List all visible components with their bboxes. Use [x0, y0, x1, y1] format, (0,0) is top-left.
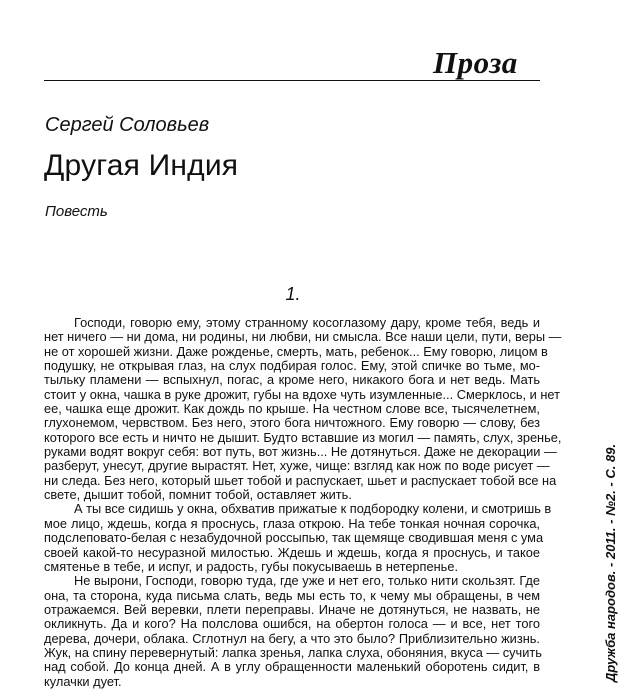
text-line: которого все есть и ничто не дышит. Будто вставшие из могил — память, слух, зренье,	[44, 429, 562, 445]
text-line: подслеповато-белая с незабудочной россыпью, так щемяще сводившая меня с ума	[44, 530, 544, 546]
text-line: ни следа. Без него, который шьет тобой и распускает, шьет и распускает тобой все на	[44, 472, 557, 488]
text-line: окликнуть. Да и кого? На полслова ошибся, на обертон голоса — и все, нет того	[44, 616, 540, 632]
text-line: А ты все сидишь у окна, обхватив прижатые к подбородку колени, и смотришь в	[74, 501, 552, 517]
text-line: не от хорошей жизни. Даже рожденье, смерть, мать, ребенок... Ему говорю, лицом в	[44, 343, 548, 359]
text-line: руками водят вокруг себя: вот путь, вот жизнь... Не дотянуться. Даже не декорации —	[44, 444, 557, 460]
source-citation-text: Дружба народов. - 2011. - №2. - С. 89.	[603, 443, 618, 682]
text-line: Не вырони, Господи, говорю туда, где уже и нет его, только нити скользят. Где	[74, 573, 540, 589]
text-line: разберут, унесут, другие вырастят. Нет, хуже, чище: взгляд как нож по воде рисует —	[44, 458, 550, 474]
text-line: дерева, дочери, облака. Сглотнул на бегу, а что это было? Приблизительно жизнь.	[44, 630, 540, 646]
section-heading: Проза	[433, 45, 518, 80]
text-line: свете, дышит тобой, помнит тобой, оставляет жить.	[44, 487, 352, 503]
text-line: Жук, на спину перевернутый: лапка зренья, лапка слуха, обоняния, вкуса — сучить	[44, 644, 542, 660]
text-line: ее, чашка еще дрожит. Как дождь по крыше. На честном слове все, тысячелетнем,	[44, 401, 540, 417]
text-line: Господи, говорю ему, этому странному косоглазому дару, кроме тебя, ведь и	[74, 315, 540, 330]
chapter-number: 1.	[285, 284, 301, 304]
text-line: над собой. До конца дней. А в углу обращенности маленький оборотень сидит, в	[44, 659, 540, 675]
text-line: своей какой-то несуразной милостью. Ждешь и ждешь, когда я проснусь, и такое	[44, 544, 540, 560]
text-line: мое лицо, ждешь, когда я проснусь, глаза открою. На тебе тонкая ночная сорочка,	[44, 515, 540, 531]
text-line: глухонемом, червством. Без него, этого бога ничтожного. Ему говорю — слову, без	[44, 415, 540, 431]
text-line: подушку, не открывая глаз, на слух подбирая голос. Ему, этой спичке во тьме, мо-	[44, 358, 540, 374]
story-title: Другая Индия	[44, 149, 239, 182]
text-line: смятенье в тебе, и испуг, и радость, губы покусываешь в нетерпенье.	[44, 558, 459, 574]
genre-label: Повесть	[45, 203, 108, 220]
text-line: стоит у окна, чашка в руке дрожит, губы на вдохе чуть изумленные... Смерклось, и нет	[44, 386, 560, 402]
text-line: отражаемся. Вей веревки, плети переправы. Иначе не дотянуться, не назвать, не	[44, 601, 540, 617]
text-line: нет ничего — ни дома, ни родины, ни любви, ни смысла. Все наши цели, пути, веры —	[44, 329, 562, 345]
author-name: Сергей Соловьев	[45, 114, 210, 136]
text-line: тыльку пламени — вспыхнул, погас, а кроме него, никакого бога и нет ведь. Мать	[44, 372, 540, 388]
header-rule	[44, 80, 540, 81]
text-line: кулачки дует.	[44, 673, 122, 689]
body-text	[44, 315, 562, 689]
text-line: она, та сторона, куда письма слать, ведь мы есть то, к чему мы обращены, в чем	[44, 587, 540, 603]
source-citation	[598, 422, 620, 682]
